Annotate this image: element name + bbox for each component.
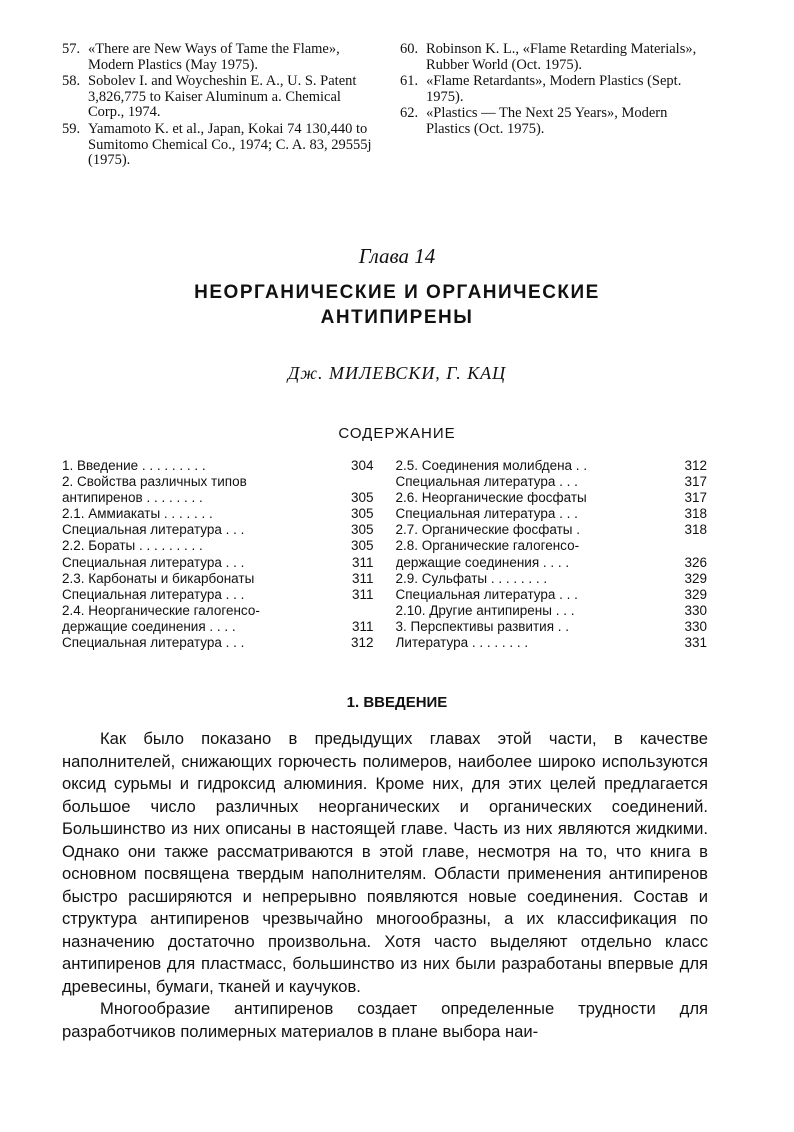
paragraph: Многообразие антипиренов создает определенные трудности для разработчиков полимерных материалов в плане выбора наи- xyxy=(62,999,708,1041)
toc-entry-title: 2.8. Органические галогенсо- xyxy=(395,538,580,554)
toc-entry xyxy=(62,555,374,571)
toc-entry-title: Литература . . . . . . . . xyxy=(395,635,529,651)
toc-entry xyxy=(396,522,708,538)
toc-entry-title: 2.9. Сульфаты . . . . . . . . xyxy=(395,570,548,586)
toc-entry-page: 330 xyxy=(684,602,707,618)
toc-entry-title: 2.7. Органические фосфаты . xyxy=(395,522,580,538)
chapter-title-line: АНТИПИРЕНЫ xyxy=(320,307,474,328)
toc-entry xyxy=(62,587,374,603)
toc-entry-title: Специальная литература . . . xyxy=(395,506,578,522)
toc-right-column xyxy=(396,458,708,651)
paragraph: Как было показано в предыдущих главах этой части, в качестве наполнителей, снижающих горючесть полимеров, наиболее широко используются оксид сурьмы и гидроксид алюминия. Кроме них, для этих целей предлагается большое число различных неорганических и органических соединений. Большинство из них описаны в настоящей главе. Часть из них являются жидкими. Однако они также рассматриваются в этой главе, несмотря на то, что книга в основном посвящена твердым наполнителям. Области применения антипиренов быстро расширяются и непрерывно появляются новые соединения. Состав и структура антипиренов чрезвычайно многообразны, а их классификация по назначению достаточно произвольна. Хотя часто выделяют отдельно класс антипиренов для пластмасс, большинство из них были разработаны впервые для древесины, бумаги, тканей и каучуков. xyxy=(62,729,708,996)
toc-entry xyxy=(396,474,708,490)
toc-entry-page: 329 xyxy=(684,586,707,602)
reference-text: Sobolev I. and Woycheshin E. A., U. S. Patent 3,826,775 to Kaiser Aluminum a. Chemical Corp., 1974. xyxy=(88,73,357,121)
reference-text: «Plastics — The Next 25 Years», Modern Plastics (Oct. 1975). xyxy=(426,105,668,137)
toc-entry-page: 311 xyxy=(351,618,374,634)
toc-entry xyxy=(62,506,374,522)
toc-entry-title: держащие соединения . . . . xyxy=(62,618,236,634)
toc-entry-page: 312 xyxy=(684,458,707,473)
toc-entry xyxy=(396,571,708,587)
toc-entry xyxy=(396,538,708,554)
toc-entry xyxy=(62,619,374,635)
toc-entry-page: 305 xyxy=(350,506,374,522)
reference-text: «Flame Retardants», Modern Plastics (Sept. 1975). xyxy=(426,73,682,105)
toc-entry-title: 2.4. Неорганические галогенсо- xyxy=(62,602,260,618)
toc-entry-page: 311 xyxy=(351,554,374,570)
section-heading: 1. ВВЕДЕНИЕ xyxy=(346,694,448,711)
toc-entry-page: 305 xyxy=(350,522,374,538)
toc-entry-title: 2.1. Аммиакаты . . . . . . . xyxy=(62,506,213,522)
toc-entry-title: держащие соединения . . . . xyxy=(395,554,570,570)
toc-entry-page: 305 xyxy=(350,490,374,506)
toc-entry-title: Специальная литература . . . xyxy=(395,586,578,602)
toc-entry xyxy=(396,555,708,571)
toc-entry-page: 312 xyxy=(350,635,374,651)
reference-item xyxy=(400,74,710,105)
reference-text: Robinson K. L., «Flame Retarding Materials», Rubber World (Oct. 1975). xyxy=(426,41,697,73)
toc-entry xyxy=(62,538,374,554)
toc-entry xyxy=(396,635,708,651)
references-block xyxy=(62,42,712,170)
reference-number: 62. xyxy=(400,105,419,122)
chapter-authors: Дж. МИЛЕВСКИ, Г. КАЦ xyxy=(287,363,507,383)
toc-entry xyxy=(62,458,374,474)
toc-entry-page: 329 xyxy=(684,570,707,586)
references-left-column xyxy=(62,42,372,170)
chapter-label: Глава 14 xyxy=(358,244,436,268)
reference-number: 60. xyxy=(400,41,419,57)
toc-entry xyxy=(62,474,374,490)
chapter-title xyxy=(0,280,794,330)
toc-entry-page: 311 xyxy=(351,586,374,602)
toc-entry-page: 317 xyxy=(684,474,707,490)
reference-number: 57. xyxy=(62,41,81,57)
toc-entry xyxy=(396,458,708,474)
toc-entry-title: 3. Перспективы развития . . xyxy=(395,618,570,634)
toc-entry-title: 2.2. Бораты . . . . . . . . . xyxy=(62,538,203,554)
toc-entry-title: Специальная литература . . . xyxy=(395,474,578,490)
reference-item xyxy=(62,74,372,121)
toc-entry-title: антипиренов . . . . . . . . xyxy=(62,490,203,506)
reference-text: «There are New Ways of Tame the Flame», Modern Plastics (May 1975). xyxy=(88,41,340,73)
toc-entry-title: Специальная литература . . . xyxy=(62,522,245,538)
reference-item xyxy=(62,42,372,73)
reference-item xyxy=(400,106,710,137)
toc-entry xyxy=(62,635,374,651)
toc-entry-page: 304 xyxy=(350,458,374,473)
toc-entry-page: 305 xyxy=(350,538,374,554)
toc-entry-title: 2.5. Соединения молибдена . . xyxy=(395,458,588,473)
toc-entry-page: 326 xyxy=(684,554,707,570)
reference-number: 61. xyxy=(400,73,419,90)
toc-entry xyxy=(396,490,708,506)
toc-entry xyxy=(62,571,374,587)
toc-entry xyxy=(396,619,708,635)
toc-entry-title: Специальная литература . . . xyxy=(62,586,245,602)
toc-entry xyxy=(396,603,708,619)
contents-heading: СОДЕРЖАНИЕ xyxy=(338,425,456,442)
table-of-contents xyxy=(62,458,707,651)
toc-entry-page: 317 xyxy=(684,490,707,506)
reference-item xyxy=(62,122,372,169)
toc-left-column xyxy=(62,458,374,651)
reference-number: 59. xyxy=(62,120,81,137)
toc-entry xyxy=(396,587,708,603)
reference-text: Yamamoto K. et al., Japan, Kokai 74 130,440 to Sumitomo Chemical Co., 1974; C. A. 83, 29555j (1975). xyxy=(88,120,372,169)
toc-entry-title: Специальная литература . . . xyxy=(62,635,245,651)
toc-entry xyxy=(62,522,374,538)
toc-entry-page: 318 xyxy=(684,522,707,538)
toc-entry-page: 311 xyxy=(351,570,374,586)
toc-entry-title: 1. Введение . . . . . . . . . xyxy=(62,458,206,473)
body-text xyxy=(62,728,708,1043)
toc-entry-title: Специальная литература . . . xyxy=(62,554,245,570)
toc-entry xyxy=(62,490,374,506)
toc-entry-title: 2. Свойства различных типов xyxy=(62,474,247,490)
toc-entry xyxy=(62,603,374,619)
toc-entry-page: 330 xyxy=(684,618,707,634)
reference-number: 58. xyxy=(62,73,81,90)
chapter-title-line: НЕОРГАНИЧЕСКИЕ И ОРГАНИЧЕСКИЕ xyxy=(194,282,600,303)
reference-item xyxy=(400,42,710,73)
toc-entry-title: 2.10. Другие антипирены . . . xyxy=(395,602,575,618)
toc-entry-page: 331 xyxy=(684,635,707,651)
toc-entry-title: 2.6. Неорганические фосфаты xyxy=(395,490,587,506)
references-right-column xyxy=(400,42,710,170)
toc-entry-page: 318 xyxy=(684,506,707,522)
toc-entry-title: 2.3. Карбонаты и бикарбонаты xyxy=(62,570,255,586)
toc-entry xyxy=(396,506,708,522)
